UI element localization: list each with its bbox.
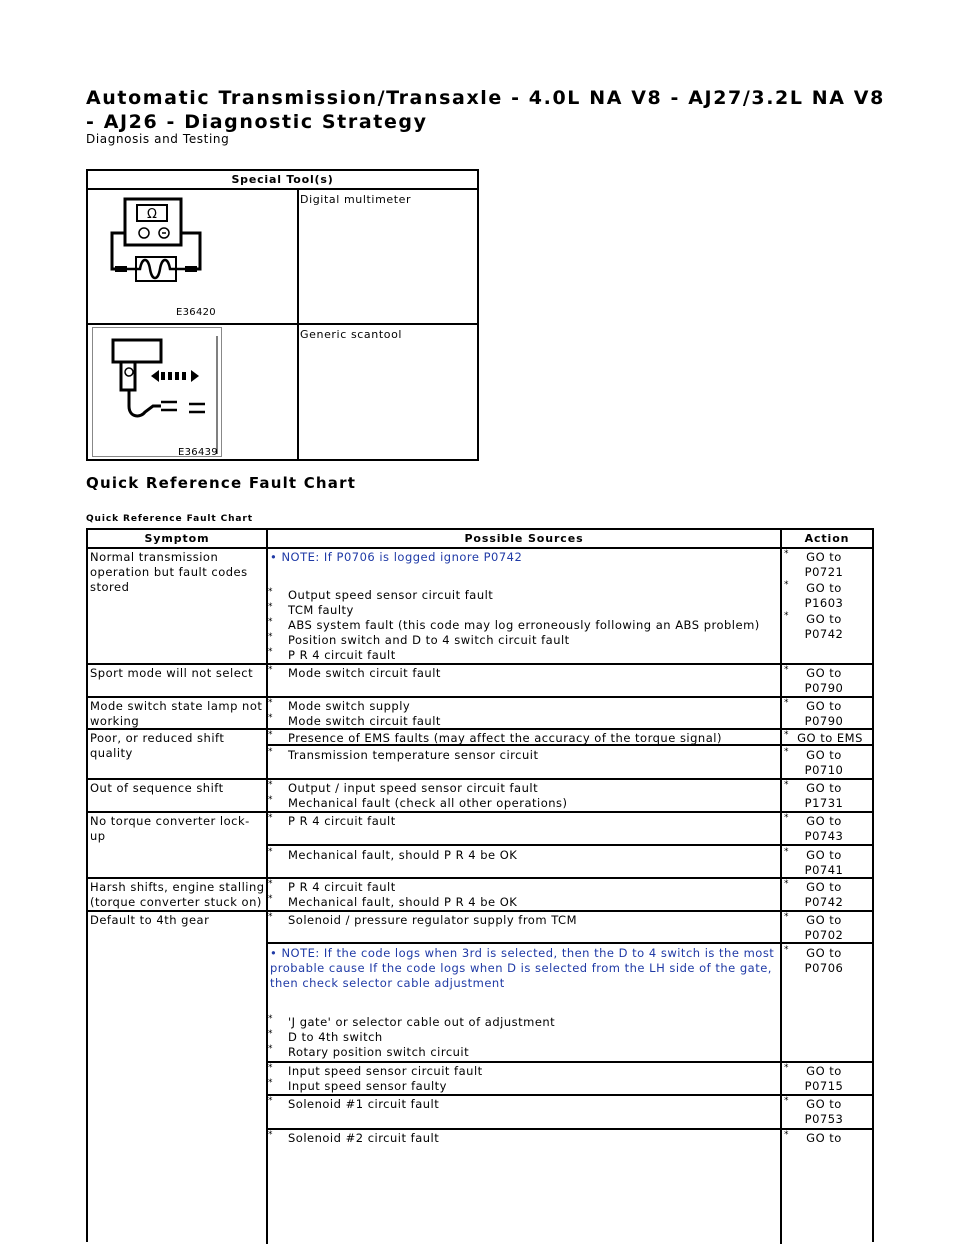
column-header-sources: Possible Sources [464, 532, 584, 545]
symptom-cell: Sport mode will not select [90, 666, 254, 680]
action-item: GO to P0742 [804, 612, 844, 641]
symptom-cell: No torque converter lock-up [90, 814, 250, 843]
source-item: Output / input speed sensor circuit fault [288, 781, 539, 795]
action-item: GO to P0710 [804, 748, 844, 777]
svg-text:Ω: Ω [147, 207, 157, 222]
action-item: GO to P0741 [804, 848, 844, 877]
symptom-cell: Out of sequence shift [90, 781, 224, 795]
column-header-symptom: Symptom [144, 532, 210, 545]
source-item: Mode switch circuit fault [288, 666, 441, 680]
action-item: GO to [806, 1131, 842, 1145]
source-item: 'J gate' or selector cable out of adjustment [288, 1015, 556, 1029]
symptom-cell: Mode switch state lamp not working [90, 699, 263, 728]
source-item: Input speed sensor circuit fault [288, 1064, 483, 1078]
source-item: Position switch and D to 4 switch circuit fault [288, 633, 570, 647]
action-item: GO to P0790 [804, 699, 844, 728]
symptom-cell: Poor, or reduced shift quality [90, 731, 225, 760]
source-item: Rotary position switch circuit [288, 1045, 470, 1059]
tool-code: E36420 [176, 307, 216, 318]
source-item: D to 4th switch [288, 1030, 383, 1044]
source-item: ABS system fault (this code may log erroneously following an ABS problem) [288, 618, 760, 632]
page-title: Automatic Transmission/Transaxle - 4.0L NA V8 - AJ27/3.2L NA V8 - AJ26 - Diagnostic Strategy [86, 87, 885, 133]
source-item: TCM faulty [288, 603, 354, 617]
source-item: P R 4 circuit fault [288, 648, 396, 662]
source-item: Mode switch circuit fault [288, 714, 441, 728]
action-item: GO to P0702 [804, 913, 844, 942]
source-item: Mode switch supply [288, 699, 411, 713]
section-heading: Quick Reference Fault Chart [86, 474, 357, 492]
symptom-cell: Default to 4th gear [90, 913, 210, 927]
page-subtitle: Diagnosis and Testing [86, 132, 230, 146]
source-item: Solenoid / pressure regulator supply from TCM [288, 913, 578, 927]
source-item: P R 4 circuit fault [288, 814, 396, 828]
fault-chart-table: Symptom Possible Sources Action Normal transmission operation but fault codes stored • NOTE: If P0706 is logged ignore P0742 * Output speed sensor circuit fault * TCM faulty * ABS system fault (this code may log erroneously following an ABS problem) * Position switch and D to 4 switch circuit fault * P R 4 circuit fault * GO to P0721 * GO to P1603 * GO to P0742 Sport mode will not select * Mode switch circuit fault * GO to P0790 Mode switch state lamp not working * Mode switch supply * Mode switch circuit fault * GO to P0790 Poor, or reduced shift quality * Presence of EMS faults (may affect the accuracy of the torque signal) * GO to EMS * Transmission temperature sensor circuit * GO to P0710 Out of sequence shift * Output / input speed sensor circuit fault * Mechanical fault (check all other operations) * GO to P1731 No torque converter lock-up * P R 4 circuit fault * GO to P0743 * Mechanical fault, should P R 4 be OK * GO to P0741 Harsh shifts, engine stalling (torque converter stuck on) * P R 4 circuit fault * Mechanical fault, should P R 4 be OK * GO to P0742 Default to 4th gear * Solenoid / pressure regulator supply from TCM * GO to P0702 • NOTE: If the code logs when 3rd is selected, then the D to 4 switch is the most probable cause If the code logs when D is selected from the LH side of the gate, then check selector cable adjustment * 'J gate' or selector cable out of adjustment * D to 4th switch * Rotary position switch circuit * GO to P0706 * Input speed sensor circuit fault * Input speed sensor faulty * GO to P0715 * Solenoid #1 circuit fault * GO to P0753 * Solenoid #2 circuit fault * GO to [86, 528, 874, 1242]
action-item: GO to P0743 [804, 814, 844, 843]
table-caption: Quick Reference Fault Chart [86, 514, 253, 524]
source-item: Mechanical fault (check all other operations) [288, 796, 568, 810]
action-item: GO to P1603 [804, 581, 844, 610]
symptom-cell: Normal transmission operation but fault codes stored [90, 550, 248, 594]
source-item: Solenoid #1 circuit fault [288, 1097, 440, 1111]
symptom-cell: Harsh shifts, engine stalling (torque converter stuck on) [90, 880, 265, 909]
multimeter-icon [92, 193, 295, 321]
source-item: Mechanical fault, should P R 4 be OK [288, 895, 518, 909]
action-item: GO to P0742 [804, 880, 844, 909]
action-item: GO to P0715 [804, 1064, 844, 1093]
source-item: Output speed sensor circuit fault [288, 588, 494, 602]
note-text: • NOTE: If the code logs when 3rd is selected, then the D to 4 switch is the most probable cause If the code logs when D is selected from the LH side of the gate, then check selector cable adjustment [270, 946, 775, 990]
tool-code: E36439 [178, 447, 218, 458]
source-item: Transmission temperature sensor circuit [288, 748, 539, 762]
special-tools-header: Special Tool(s) [88, 171, 477, 190]
action-item: GO to P0753 [804, 1097, 844, 1126]
source-item: P R 4 circuit fault [288, 880, 396, 894]
action-item: GO to P0706 [804, 946, 844, 975]
tool-name: Generic scantool [300, 328, 403, 341]
action-item: GO to EMS [797, 731, 863, 745]
scantool-icon [92, 327, 222, 457]
source-item: Presence of EMS faults (may affect the accuracy of the torque signal) [288, 731, 722, 745]
note-text: • NOTE: If P0706 is logged ignore P0742 [270, 550, 523, 564]
special-tools-table [86, 169, 479, 461]
column-header-action: Action [804, 532, 850, 545]
action-item: GO to P0790 [804, 666, 844, 695]
source-item: Input speed sensor faulty [288, 1079, 447, 1093]
action-item: GO to P0721 [804, 550, 844, 579]
tool-name: Digital multimeter [300, 193, 412, 206]
action-item: GO to P1731 [804, 781, 844, 810]
source-item: Mechanical fault, should P R 4 be OK [288, 848, 518, 862]
source-item: Solenoid #2 circuit fault [288, 1131, 440, 1145]
